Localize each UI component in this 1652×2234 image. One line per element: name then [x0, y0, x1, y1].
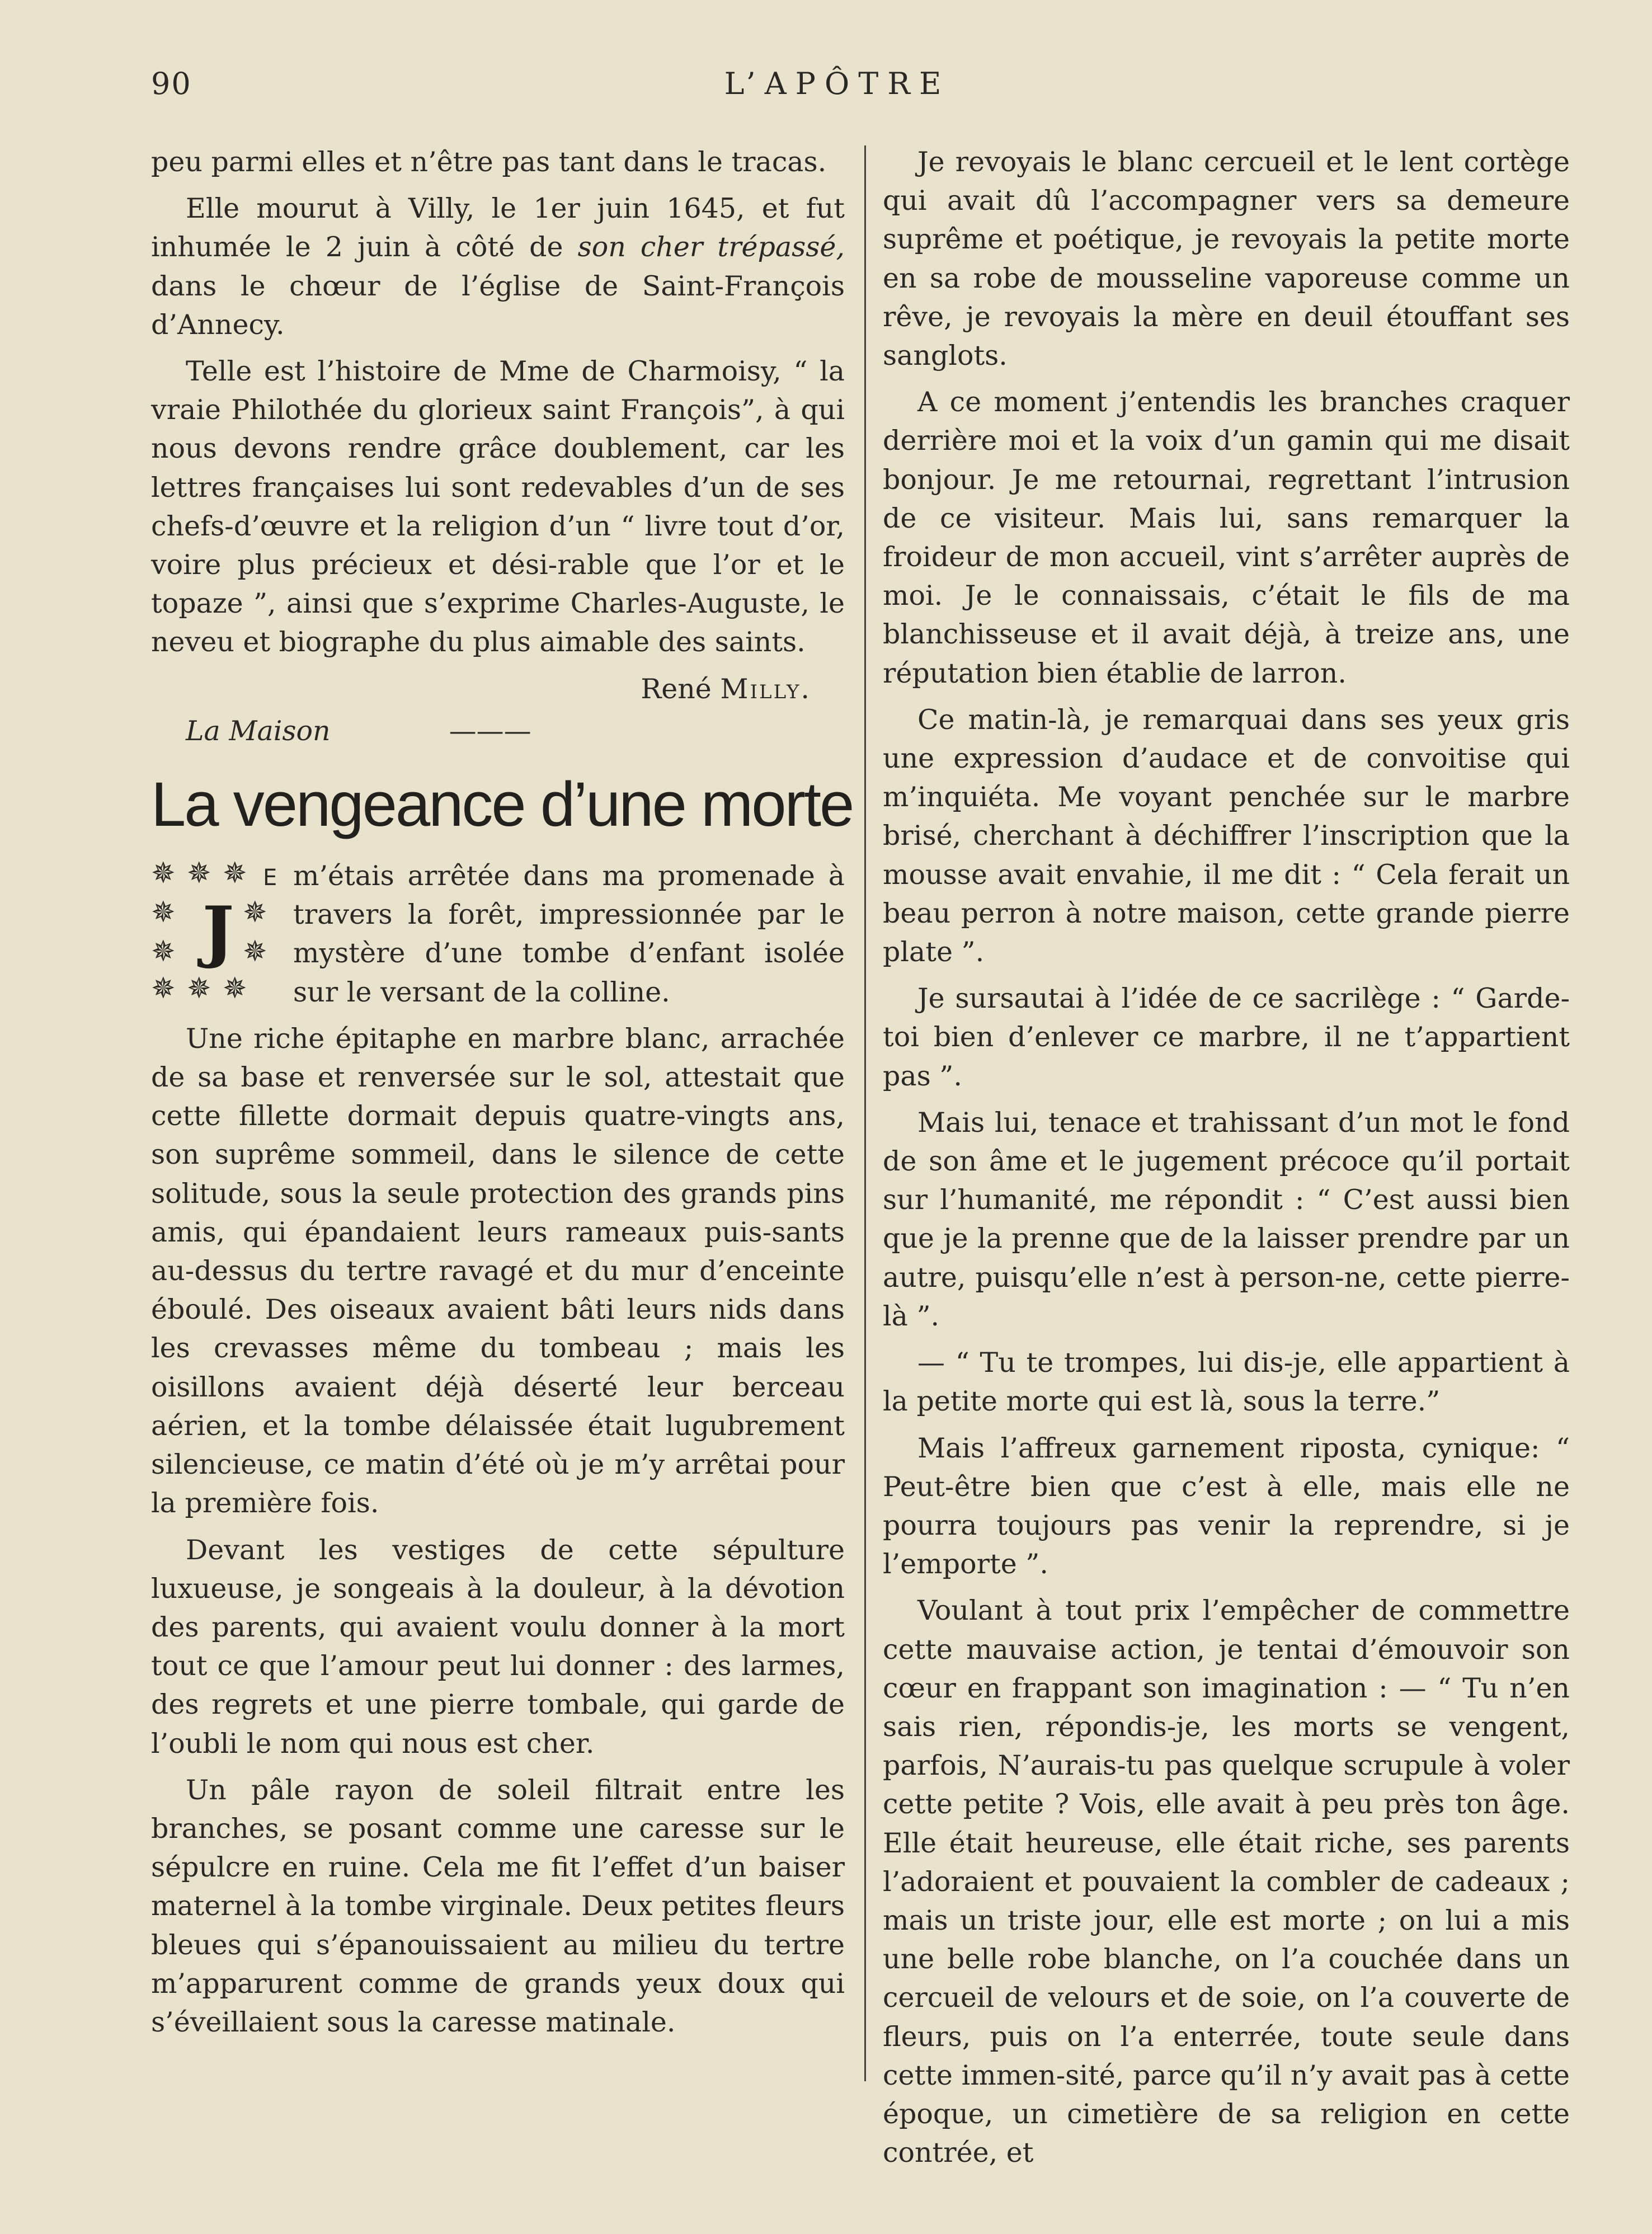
paragraph: Mais lui, tenace et trahissant d’un mot le fond de son âme et le jugement précoce qu’il portait sur l’humanité, me répondit : “ C’est aussi bien que je la prenne que de la laisser prendre par un autre, puisqu’elle n’est à person-ne, cette pierre-là ”.	[883, 1106, 1570, 1332]
article-title: La vengeance d’une morte	[151, 769, 853, 840]
opening-paragraph	[151, 857, 845, 1012]
italic-phrase: son cher trépassé,	[577, 231, 845, 264]
paragraph: Voulant à tout prix l’empêcher de commettre cette mauvaise action, je tentai d’émouvoir son cœur en frappant son imagination : — “ Tu n’en sais rien, répondis-je, les morts se vengent, parfois, N’aurais-tu pas quelque scrupule à voler cette petite ? Vois, elle avait à peu près ton âge. Elle était heureuse, elle était riche, ses parents l’adoraient et pouvaient la combler de cadeaux ; mais un triste jour, elle est morte ; on lui a mis une belle robe blanche, on l’a couchée dans un cercueil de velours et de soie, on l’a couverte de fleurs, puis on l’a enterrée, toute seule dans cette immen-sité, parce qu’il n’y avait pas à cette époque, un cimetière de sa religion en cette contrée, et	[883, 1595, 1570, 2169]
drop-cap-letter: J	[202, 892, 234, 971]
rubric-label: La Maison	[186, 714, 331, 747]
ornament-icon: ✵	[151, 857, 176, 891]
ornament-icon: ✵	[223, 972, 247, 1006]
paragraph-text: Elle mourut à Villy, le 1er juin 1645, et fut inhumée le 2 juin à côté de	[151, 192, 845, 264]
right-column	[883, 143, 1570, 2180]
page-number: 90	[151, 66, 192, 101]
paragraph: A ce moment j’entendis les branches craquer derrière moi et la voix d’un gamin qui me disait bonjour. Je me retournai, regrettant l’intrusion de ce visiteur. Mais lui, sans remarquer la froideur de mon accueil, vint s’arrêter auprès de moi. Je le connaissais, c’était le fils de ma blanchisseuse et il avait déjà, à treize ans, une réputation bien établie de larron.	[883, 386, 1570, 689]
page-header	[151, 66, 1523, 111]
ornament-icon: ✵	[243, 935, 267, 969]
drop-cap-small-letter: E	[263, 865, 277, 891]
paragraph: Je revoyais le blanc cercueil et le lent cortège qui avait dû l’accompagner vers sa demeure suprême et poétique, je revoyais la petite morte en sa robe de mousseline vaporeuse comme un rêve, je revoyais la mère en deuil étouffant ses sanglots.	[883, 146, 1570, 372]
paragraph: m’étais arrêtée dans ma promenade à travers la forêt, impressionnée par le mystère d’une tombe d’enfant isolée sur le versant de la colline.	[293, 860, 845, 1008]
paragraph-text: dans le chœur de l’église de Saint-François d’Annecy.	[151, 270, 845, 341]
signature	[151, 670, 845, 708]
ornament-icon: ✵	[223, 857, 247, 891]
ornament-icon: ✵	[187, 857, 211, 891]
paragraph: peu parmi elles et n’être pas tant dans le tracas.	[151, 146, 827, 178]
rubric-dash: ———	[449, 714, 531, 747]
paragraph	[151, 189, 845, 344]
ornament-icon: ✵	[243, 896, 267, 930]
ornament-icon: ✵	[187, 972, 211, 1006]
ornament-icon: ✵	[151, 935, 176, 969]
paragraph: Je sursautai à l’idée de ce sacrilège : “ Garde-toi bien d’enlever ce marbre, il ne t’appartient pas ”.	[883, 982, 1570, 1092]
ornamental-drop-cap	[151, 859, 285, 1005]
running-title: L’APÔTRE	[724, 66, 950, 101]
ornament-icon: ✵	[151, 896, 176, 930]
section-rubric	[151, 712, 845, 750]
signature-last-name: Milly.	[720, 672, 811, 705]
ornament-icon: ✵	[151, 972, 176, 1006]
paragraph: Ce matin-là, je remarquai dans ses yeux gris une expression d’audace et de convoitise qui m’inquiéta. Me voyant penchée sur le marbre brisé, cherchant à déchiffrer l’inscription que la mousse avait envahie, il me dit : “ Cela ferait un beau perron à notre maison, cette grande pierre plate ”.	[883, 703, 1570, 968]
paragraph: Devant les vestiges de cette sépulture luxueuse, je songeais à la douleur, à la dévotion des parents, qui avaient voulu donner à la mort tout ce que l’amour peut lui donner : des larmes, des regrets et une pierre tombale, qui garde de l’oubli le nom qui nous est cher.	[151, 1534, 845, 1760]
paragraph: Une riche épitaphe en marbre blanc, arrachée de sa base et renversée sur le sol, attestait que cette fillette dormait depuis quatre-vingts ans, son suprême sommeil, dans le silence de cette solitude, sous la seule protection des grands pins amis, qui épandaient leurs rameaux puis-sants au-dessus du tertre ravagé et du mur d’enceinte éboulé. Des oiseaux avaient bâti leurs nids dans les crevasses même du tombeau ; mais les oisillons avaient déjà déserté leur berceau aérien, et la tombe délaissée était lugubrement silencieuse, ce matin d’été où je m’y arrêtai pour la première fois.	[151, 1022, 845, 1520]
column-divider	[864, 145, 866, 2081]
paragraph: Mais l’affreux garnement riposta, cynique: “ Peut-être bien que c’est à elle, mais elle ne pourra toujours pas venir la reprendre, si je l’emporte ”.	[883, 1432, 1570, 1581]
paragraph: — “ Tu te trompes, lui dis-je, elle appartient à la petite morte qui est là, sous la terre.”	[883, 1347, 1570, 1418]
paragraph: Telle est l’histoire de Mme de Charmoisy, “ la vraie Philothée du glorieux saint François”, à qui nous devons rendre grâce doublement, car les lettres françaises lui sont redevables d’un de ses chefs-d’œuvre et la religion d’un “ livre tout d’or, voire plus précieux et dési-rable que l’or et le topaze ”, ainsi que s’exprime Charles-Auguste, le neveu et biographe du plus aimable des saints.	[151, 355, 845, 659]
paragraph: Un pâle rayon de soleil filtrait entre les branches, se posant comme une caresse sur le sépulcre en ruine. Cela me fit l’effet d’un baiser maternel à la tombe virginale. Deux petites fleurs bleues qui s’épanouissaient au milieu du tertre m’apparurent comme de grands yeux doux qui s’éveillaient sous la caresse matinale.	[151, 1774, 845, 2038]
left-column	[151, 143, 853, 2049]
signature-first-name: René	[641, 672, 712, 705]
